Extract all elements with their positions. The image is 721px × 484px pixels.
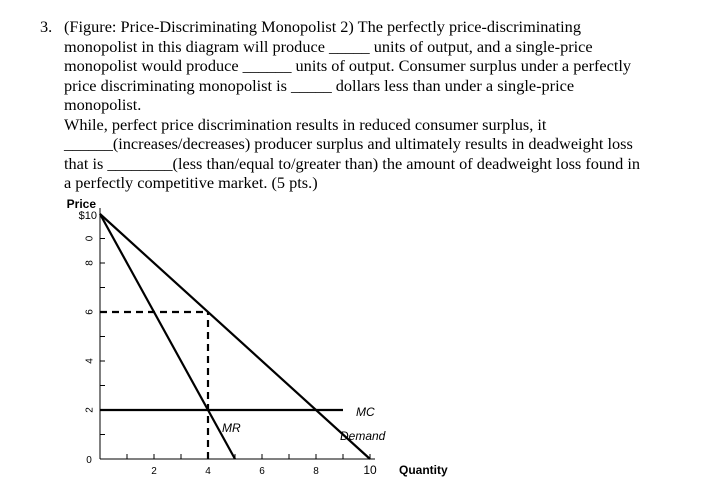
question-line-8: that is ________(less than/equal to/greater than) the amount of deadweight loss found in xyxy=(64,153,641,173)
x-tick-label: 8 xyxy=(313,466,319,477)
x-tick-label: 10 xyxy=(363,463,377,477)
question-line-2: monopolist in this diagram will produce _____ units of output, and a single-price xyxy=(64,36,593,56)
question-number: 3. xyxy=(40,17,53,36)
y-axis-title: Price xyxy=(66,197,96,211)
mr-line xyxy=(100,214,235,459)
question-line-5: monopolist. xyxy=(64,95,142,114)
x-tick-label: 6 xyxy=(259,466,265,477)
mc-label: MC xyxy=(356,405,375,419)
question-line-1: 3. (Figure: Price-Discriminating Monopolist 2) The perfectly price-discriminating xyxy=(40,17,581,36)
x-tick-label: 0 xyxy=(86,455,92,466)
mr-label: MR xyxy=(222,421,241,435)
x-axis-title: Quantity xyxy=(399,463,448,477)
question-line-3: monopolist would produce ______ units of output. Consumer surplus under a perfectly xyxy=(64,56,632,75)
question-line-4: price discriminating monopolist is _____ dollars less than under a single-price xyxy=(64,75,575,95)
question-line-9: a perfectly competitive market. (5 pts.) xyxy=(64,173,318,192)
x-tick-label: 4 xyxy=(205,466,211,477)
question-line-7: ______(increases/decreases) producer surplus and ultimately results in deadweight loss xyxy=(64,134,633,153)
y-tick-label: 2 xyxy=(84,407,96,413)
y-tick-label: $10 xyxy=(78,210,97,222)
y-tick-label: 4 xyxy=(84,358,96,364)
y-tick-label: 8 xyxy=(84,260,96,266)
y-tick-label: 6 xyxy=(84,309,96,315)
y-tick-label: 0 xyxy=(84,235,96,242)
question-line-6: While, perfect price discrimination results in reduced consumer surplus, it xyxy=(64,114,547,134)
x-tick-label: 2 xyxy=(151,466,157,477)
demand-label: Demand xyxy=(340,429,386,443)
